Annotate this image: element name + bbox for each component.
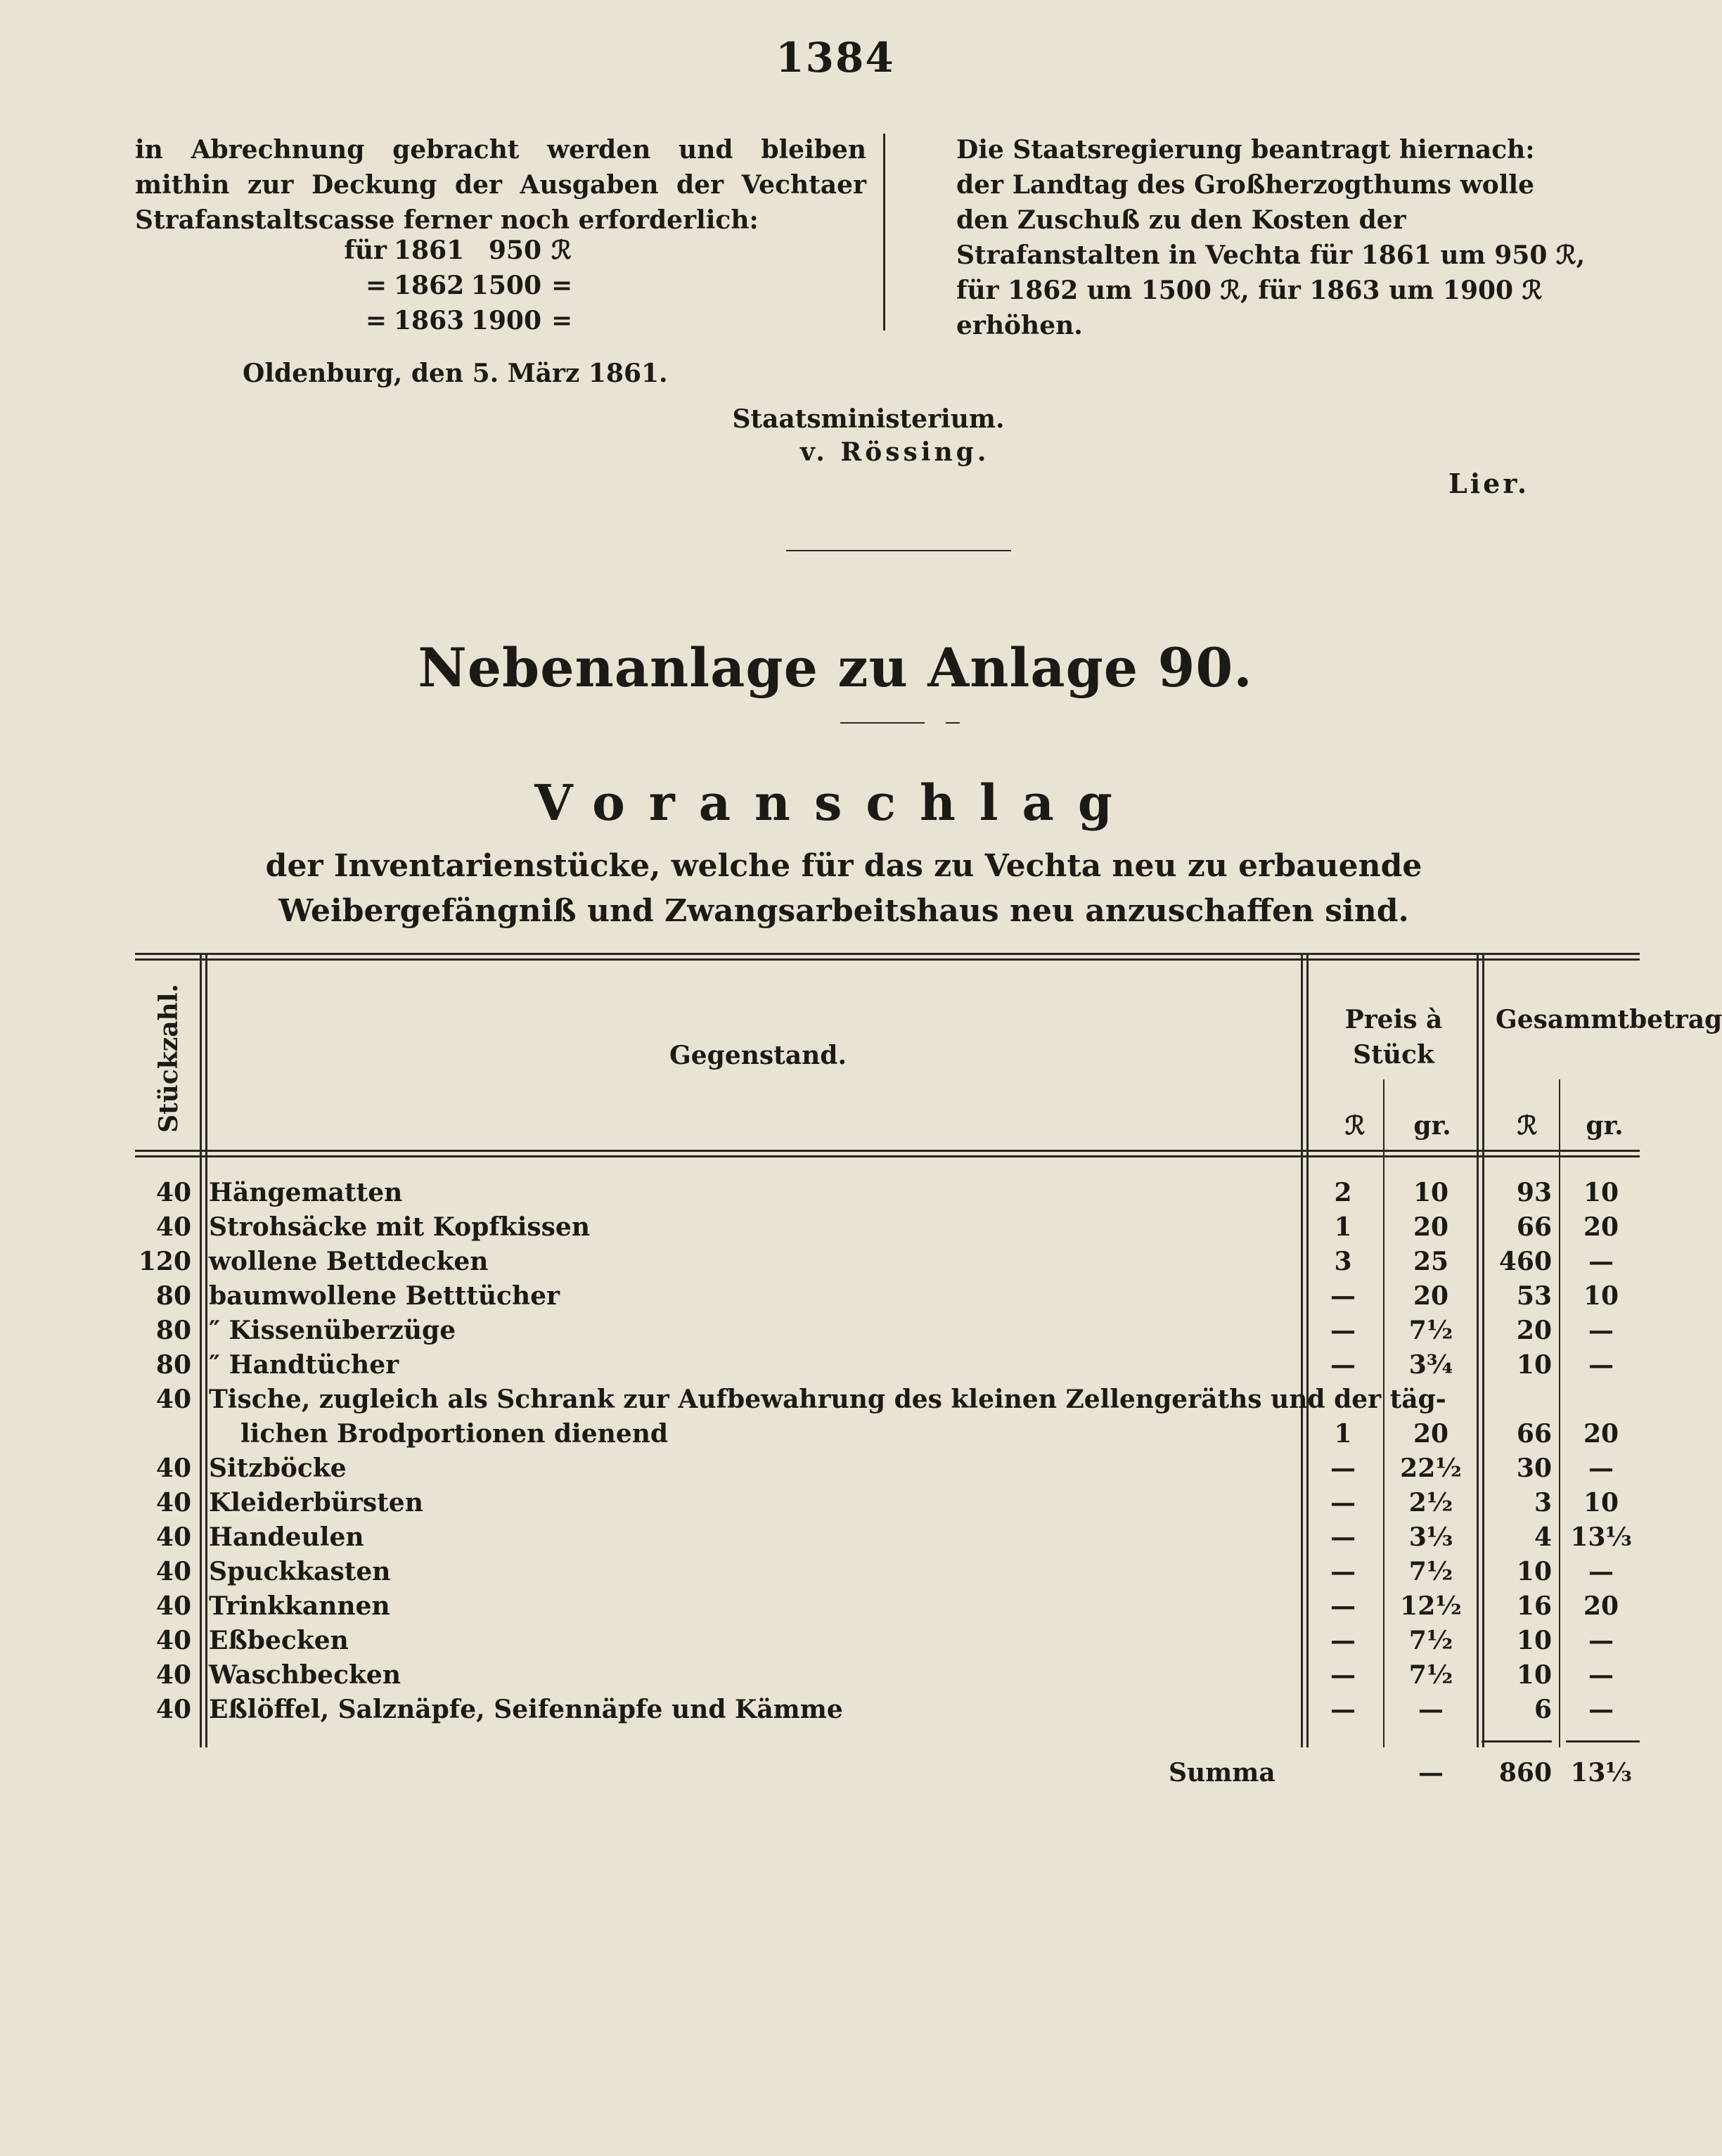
row-quantity: 40 <box>155 1522 191 1552</box>
row-price-taler: 3 <box>1334 1247 1352 1276</box>
year-value: 1862 <box>394 271 465 300</box>
row-total-groschen: 10 <box>1583 1488 1619 1517</box>
table-top-rule <box>135 958 1640 961</box>
year-row <box>338 236 593 271</box>
row-price-taler: — <box>1330 1626 1356 1655</box>
row-price-groschen: 3¾ <box>1408 1350 1453 1380</box>
year-unit: ℛ <box>551 236 572 265</box>
row-total-taler: 10 <box>1516 1660 1552 1690</box>
row-total-taler: 93 <box>1516 1178 1552 1207</box>
year-value: 1861 <box>394 236 465 265</box>
table-row <box>135 1488 1640 1522</box>
row-total-groschen: 20 <box>1583 1419 1619 1449</box>
row-price-groschen: 2½ <box>1408 1488 1453 1517</box>
year-amount: 1500 <box>470 271 541 300</box>
year-prefix: = <box>365 306 387 335</box>
row-item: Kleiderbürsten <box>209 1488 423 1517</box>
row-price-groschen: 7½ <box>1408 1626 1453 1655</box>
page-number: 1384 <box>776 34 895 82</box>
document-subtitle: der Inventarienstücke, welche für das zu Vechta neu zu erbauende Weibergefängniß und Zwangsarbeitshaus neu anzuschaffen sind. <box>265 848 1422 929</box>
header-qty <box>148 981 190 1136</box>
row-quantity: 40 <box>155 1591 191 1621</box>
row-total-groschen: — <box>1588 1350 1614 1380</box>
row-item: Hängematten <box>209 1178 403 1207</box>
row-total-groschen: — <box>1588 1316 1614 1345</box>
row-item: Eßlöffel, Salznäpfe, Seifennäpfe und Kämme <box>209 1695 843 1724</box>
minister-name: v. Rössing. <box>800 437 990 467</box>
row-quantity: 80 <box>155 1350 191 1380</box>
row-price-groschen: 7½ <box>1408 1660 1453 1690</box>
year-prefix: für <box>344 236 387 265</box>
sum-total-taler: 860 <box>1498 1758 1552 1788</box>
header-qty-label: Stückzahl. <box>154 984 184 1133</box>
row-price-taler: — <box>1330 1350 1356 1380</box>
separator-rule <box>786 550 1011 551</box>
table-row <box>135 1626 1640 1660</box>
table-row <box>135 1522 1640 1557</box>
row-total-groschen: — <box>1588 1626 1614 1655</box>
row-item: baumwollene Betttücher <box>209 1281 560 1311</box>
row-total-taler: 10 <box>1516 1350 1552 1380</box>
right-intro-text: Die Staatsregierung beantragt hiernach: der Landtag des Großherzogthums wolle den Zuschuß zu den Kosten der Strafanstalten in Vechta für 1861 um 950 ℛ, für 1862 um 1500 ℛ, für 1863 um 1900 ℛ erhöhen. <box>956 135 1586 340</box>
year-unit: = <box>551 271 573 300</box>
year-amount: 1900 <box>470 306 541 335</box>
row-total-groschen: 10 <box>1583 1281 1619 1311</box>
table-row <box>135 1316 1640 1350</box>
row-total-groschen: 20 <box>1583 1591 1619 1621</box>
table-row <box>135 1247 1640 1281</box>
row-price-taler: — <box>1330 1557 1356 1586</box>
heading-rule <box>946 722 960 724</box>
header-total-groschen: gr. <box>1586 1111 1624 1141</box>
table-top-rule <box>135 953 1640 955</box>
row-quantity: 40 <box>155 1454 191 1483</box>
signature: Lier. <box>1448 468 1530 499</box>
table-row <box>135 1385 1640 1419</box>
header-total: Gesammtbetrag <box>1496 1005 1722 1034</box>
header-price-groschen: gr. <box>1413 1111 1451 1141</box>
row-item: Tische, zugleich als Schrank zur Aufbewahrung des kleinen Zellengeräths und der täg- <box>209 1385 1446 1414</box>
row-price-taler: — <box>1330 1454 1356 1483</box>
year-unit: = <box>551 306 573 335</box>
row-price-groschen: 7½ <box>1408 1557 1453 1586</box>
table-row <box>135 1178 1640 1212</box>
section-heading: Nebenanlage zu Anlage 90. <box>418 636 1253 699</box>
header-total-taler: ℛ <box>1517 1111 1538 1141</box>
row-quantity: 40 <box>155 1178 191 1207</box>
row-quantity: 40 <box>155 1385 191 1414</box>
inventory-table <box>135 953 1722 1790</box>
sum-rule <box>1482 1740 1552 1743</box>
row-price-groschen: 3⅓ <box>1408 1522 1453 1552</box>
row-quantity: 40 <box>155 1488 191 1517</box>
year-value: 1863 <box>394 306 465 335</box>
row-item: Spuckkasten <box>209 1557 391 1586</box>
row-total-taler: 66 <box>1516 1419 1552 1449</box>
table-row <box>135 1350 1640 1385</box>
table-row <box>135 1281 1640 1316</box>
row-price-taler: 2 <box>1334 1178 1352 1207</box>
table-row <box>135 1454 1640 1488</box>
row-item: wollene Bettdecken <box>209 1247 489 1276</box>
sum-rule <box>1566 1740 1640 1743</box>
row-quantity: 40 <box>155 1695 191 1724</box>
row-total-taler: 4 <box>1534 1522 1552 1552</box>
row-item: ″ Kissenüberzüge <box>209 1316 456 1345</box>
row-item: Handeulen <box>209 1522 364 1552</box>
row-total-taler: 66 <box>1516 1212 1552 1242</box>
table-header-rule <box>135 1155 1640 1157</box>
row-price-groschen: 20 <box>1413 1419 1449 1449</box>
year-row <box>338 271 593 306</box>
place-date: Oldenburg, den 5. März 1861. <box>243 359 668 388</box>
row-item: ″ Handtücher <box>209 1350 399 1380</box>
row-total-groschen: — <box>1588 1557 1614 1586</box>
row-price-groschen: 10 <box>1413 1178 1449 1207</box>
row-price-taler: — <box>1330 1281 1356 1311</box>
row-quantity: 80 <box>155 1316 191 1345</box>
sum-total-groschen: 13⅓ <box>1570 1758 1632 1788</box>
row-total-taler: 6 <box>1534 1695 1552 1724</box>
row-price-groschen: 22½ <box>1400 1454 1462 1483</box>
table-row <box>135 1660 1640 1695</box>
header-price: Preis à Stück <box>1344 1005 1443 1070</box>
table-row <box>135 1695 1640 1729</box>
table-row <box>135 1212 1640 1247</box>
year-amounts <box>338 236 593 341</box>
row-total-taler: 30 <box>1516 1454 1552 1483</box>
row-total-groschen: 20 <box>1583 1212 1619 1242</box>
row-price-taler: — <box>1330 1522 1356 1552</box>
row-item: Eßbecken <box>209 1626 349 1655</box>
row-total-groschen: — <box>1588 1695 1614 1724</box>
row-price-taler: — <box>1330 1660 1356 1690</box>
table-row <box>135 1591 1640 1626</box>
row-item: lichen Brodportionen dienend <box>240 1419 669 1449</box>
heading-rule <box>840 722 925 724</box>
header-price-taler: ℛ <box>1344 1111 1366 1141</box>
header-item: Gegenstand. <box>669 1041 847 1070</box>
row-quantity: 40 <box>155 1626 191 1655</box>
row-price-taler: 1 <box>1334 1212 1352 1242</box>
row-total-taler: 16 <box>1516 1591 1552 1621</box>
sum-label: Summa <box>1169 1758 1276 1788</box>
year-row <box>338 306 593 341</box>
row-total-groschen: 13⅓ <box>1570 1522 1632 1552</box>
table-header-rule <box>135 1150 1640 1152</box>
row-quantity: 40 <box>155 1660 191 1690</box>
row-price-taler: — <box>1330 1488 1356 1517</box>
row-item: Strohsäcke mit Kopfkissen <box>209 1212 591 1242</box>
row-total-groschen: 10 <box>1583 1178 1619 1207</box>
row-price-groschen: 25 <box>1413 1247 1449 1276</box>
row-quantity: 80 <box>155 1281 191 1311</box>
row-price-taler: — <box>1330 1316 1356 1345</box>
document-title: Voranschlag <box>534 774 1136 832</box>
row-price-taler: — <box>1330 1695 1356 1724</box>
ministry-name: Staatsministerium. <box>732 404 1005 434</box>
row-price-groschen: 20 <box>1413 1212 1449 1242</box>
table-row <box>135 1419 1640 1454</box>
row-price-groschen: 20 <box>1413 1281 1449 1311</box>
table-row <box>135 1557 1640 1591</box>
year-prefix: = <box>365 271 387 300</box>
sum-price-taler: — <box>1418 1758 1444 1788</box>
row-item: Trinkkannen <box>209 1591 390 1621</box>
column-divider <box>883 134 885 331</box>
row-total-groschen: — <box>1588 1247 1614 1276</box>
year-amount: 950 <box>488 236 541 265</box>
row-price-taler: — <box>1330 1591 1356 1621</box>
row-quantity: 40 <box>155 1557 191 1586</box>
row-price-groschen: 7½ <box>1408 1316 1453 1345</box>
row-total-taler: 20 <box>1516 1316 1552 1345</box>
row-item: Sitzböcke <box>209 1454 347 1483</box>
row-quantity: 40 <box>155 1212 191 1242</box>
row-price-groschen: 12½ <box>1400 1591 1462 1621</box>
row-total-groschen: — <box>1588 1454 1614 1483</box>
row-item: Waschbecken <box>209 1660 401 1690</box>
left-intro-text: in Abrechnung gebracht werden und bleiben mithin zur Deckung der Ausgaben der Vechtaer Strafanstaltscasse ferner noch erforderlich: <box>135 135 866 235</box>
row-price-groschen: — <box>1418 1695 1444 1724</box>
row-total-taler: 53 <box>1516 1281 1552 1311</box>
row-quantity: 120 <box>138 1247 191 1276</box>
row-total-groschen: — <box>1588 1660 1614 1690</box>
row-total-taler: 460 <box>1498 1247 1552 1276</box>
row-total-taler: 3 <box>1534 1488 1552 1517</box>
row-price-taler: 1 <box>1334 1419 1352 1449</box>
row-total-taler: 10 <box>1516 1557 1552 1586</box>
row-total-taler: 10 <box>1516 1626 1552 1655</box>
